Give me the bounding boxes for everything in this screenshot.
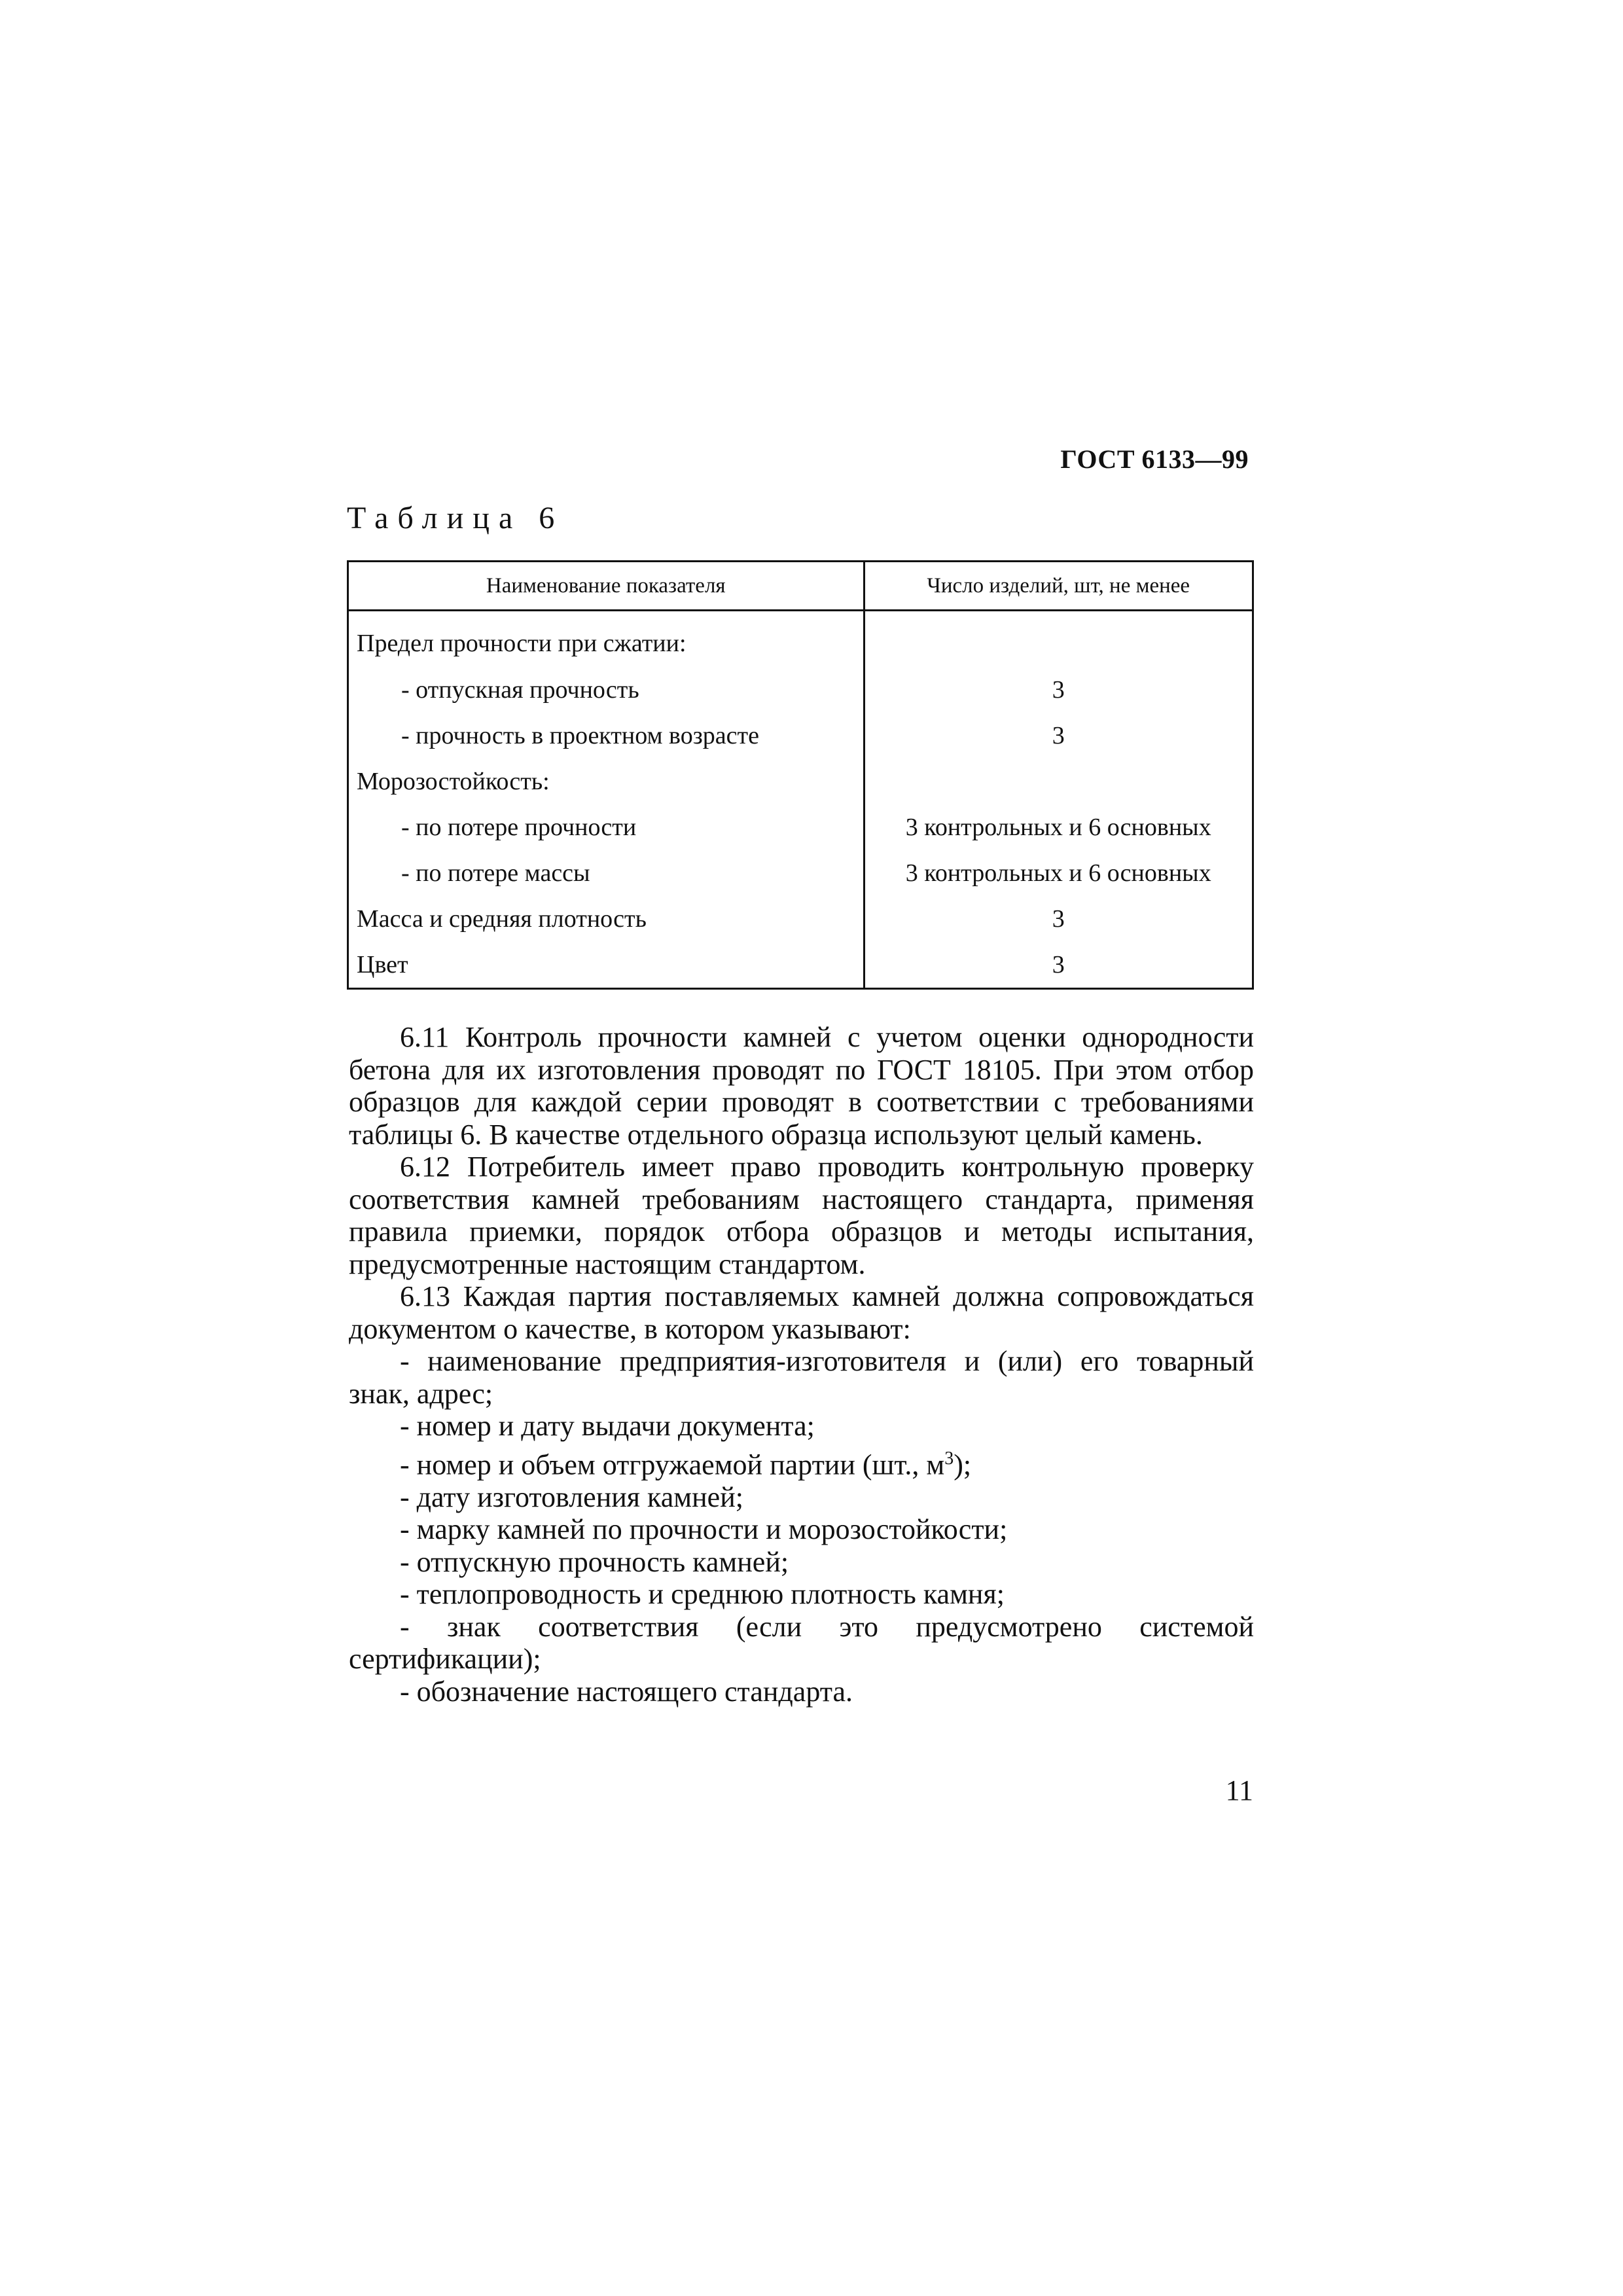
table-6 xyxy=(347,560,1254,990)
table-header-row xyxy=(349,562,1252,611)
row-name: Предел прочности при сжатии: xyxy=(349,611,864,667)
row-name: - по потере массы xyxy=(349,850,864,896)
table-caption: Таблица 6 xyxy=(347,501,564,535)
row-value: 3 xyxy=(1052,950,1065,978)
list-item xyxy=(349,1443,1254,1481)
table-row xyxy=(349,611,1252,667)
body-text xyxy=(349,1021,1254,1708)
row-name: - отпускная прочность xyxy=(349,667,864,713)
paragraph-6-13: 6.13 Каждая партия поставляемых камней должна сопровождаться документом о качестве, в котором указывают: xyxy=(349,1280,1254,1345)
list-item: - знак соответствия (если это предусмотрено системой сертификации); xyxy=(349,1610,1254,1676)
paragraph-6-12: 6.12 Потребитель имеет право проводить контрольную проверку соответствия камней требованиям настоящего стандарта, применяя правила приемки, порядок отбора образцов и методы испытания, предусмотренные настоящим стандартом. xyxy=(349,1151,1254,1280)
row-value: 3 xyxy=(1052,675,1065,704)
row-name: Цвет xyxy=(349,942,864,988)
list-item: - наименование предприятия-изготовителя и (или) его товарный знак, адрес; xyxy=(349,1345,1254,1410)
table-row xyxy=(349,759,1252,804)
list-item: - обозначение настоящего стандарта. xyxy=(400,1675,853,1708)
column-header-indicator: Наименование показателя xyxy=(349,562,864,611)
row-value xyxy=(864,759,1252,804)
list-item: - теплопроводность и среднюю плотность камня; xyxy=(400,1578,1005,1611)
row-name: Масса и средняя плотность xyxy=(349,896,864,942)
list-item: - марку камней по прочности и морозостойкости; xyxy=(400,1513,1008,1546)
row-name: Морозостойкость: xyxy=(349,759,864,804)
table-row xyxy=(349,667,1252,713)
list-item-text: - номер и объем отгружаемой партии (шт., м xyxy=(400,1448,945,1481)
row-value xyxy=(864,611,1252,667)
list-item: - номер и дату выдачи документа; xyxy=(400,1410,815,1442)
row-value: 3 xyxy=(1052,721,1065,749)
standard-designation: ГОСТ 6133—99 xyxy=(1060,444,1249,474)
column-header-count: Число изделий, шт, не менее xyxy=(864,562,1252,611)
superscript: 3 xyxy=(944,1448,954,1469)
list-item: - отпускную прочность камней; xyxy=(400,1545,789,1578)
list-item: - дату изготовления камней; xyxy=(400,1480,743,1513)
paragraph-6-11: 6.11 Контроль прочности камней с учетом оценки однородности бетона для их изготовления проводят по ГОСТ 18105. При этом отбор образцов для каждой серии проводят в соответствии с требованиями таблицы 6. В качестве отдельного образца используют целый камень. xyxy=(349,1021,1254,1151)
row-value: 3 контрольных и 6 основных xyxy=(905,813,1211,841)
table-row xyxy=(349,942,1252,988)
list-item-tail: ); xyxy=(954,1448,972,1481)
row-name: - по потере прочности xyxy=(349,804,864,850)
table-row xyxy=(349,804,1252,850)
row-value: 3 контрольных и 6 основных xyxy=(905,859,1211,887)
table-row xyxy=(349,850,1252,896)
row-name: - прочность в проектном возрасте xyxy=(349,713,864,759)
table-row xyxy=(349,896,1252,942)
page-number: 11 xyxy=(1225,1774,1253,1806)
row-value: 3 xyxy=(1052,905,1065,933)
table-row xyxy=(349,713,1252,759)
